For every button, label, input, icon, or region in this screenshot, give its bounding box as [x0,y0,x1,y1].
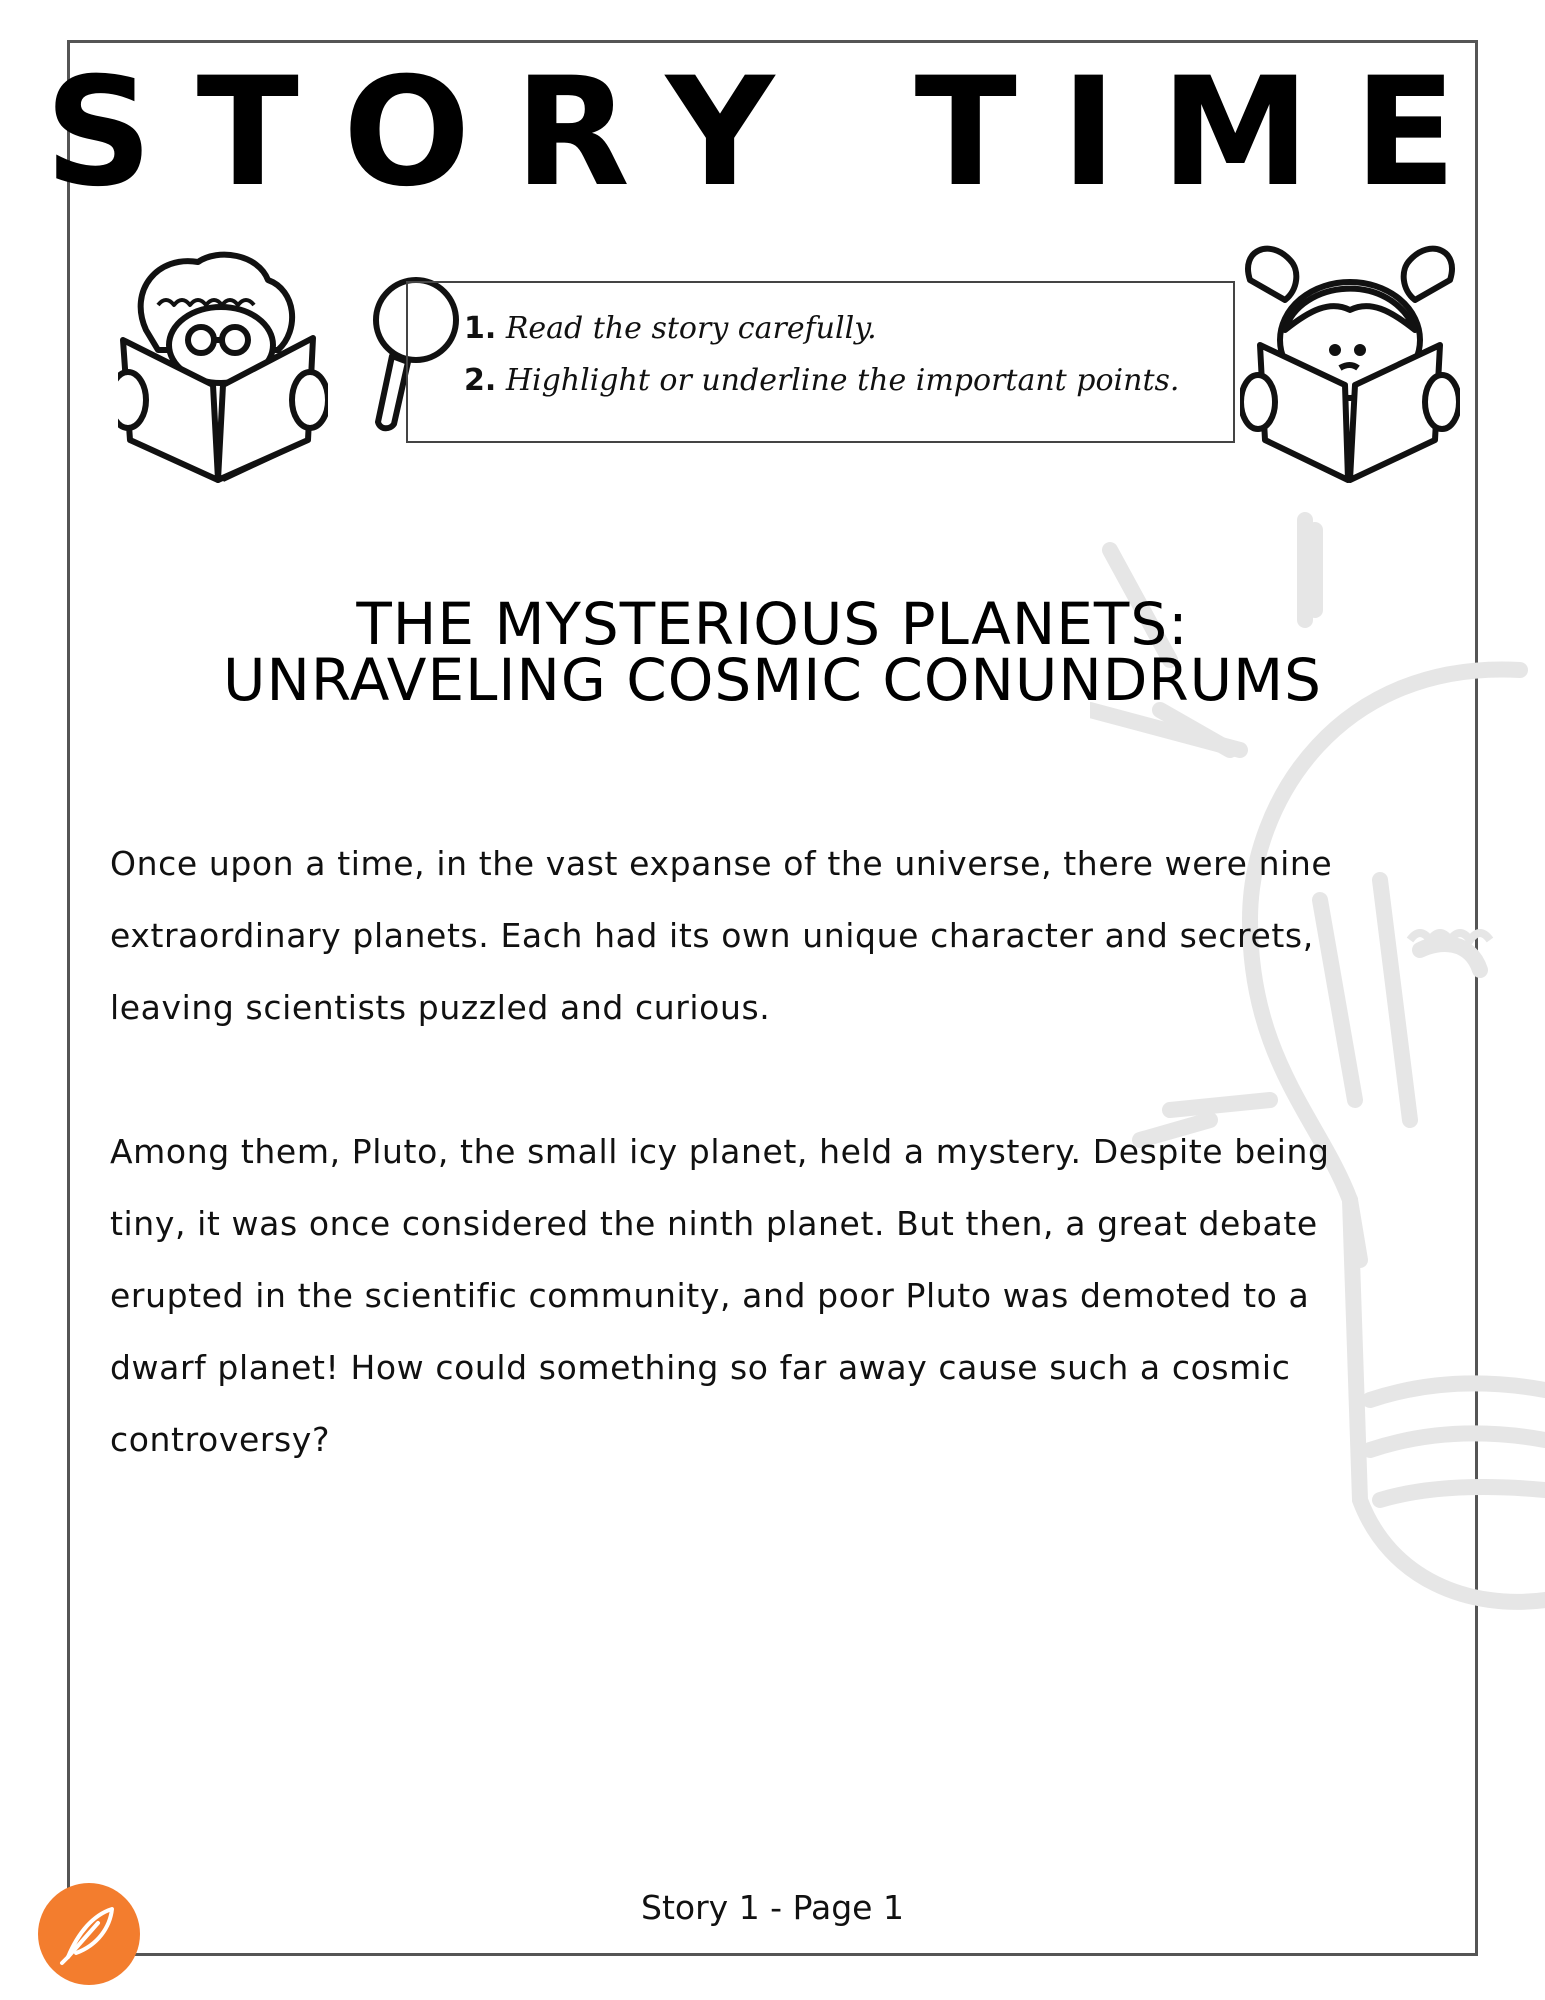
boy-reading-book-icon [118,250,328,485]
instruction-item [464,311,877,346]
instruction-text: Read the story carefully. [505,311,877,346]
instruction-number: 2. [464,363,497,398]
instructions-box [406,281,1235,443]
page-footer: Story 1 - Page 1 [641,1888,904,1927]
story-title [0,590,1545,714]
story-title-line: UNRAVELING COSMIC CONUNDRUMS [223,646,1322,714]
instruction-item [464,363,1179,398]
story-title-line: THE MYSTERIOUS PLANETS: [356,590,1189,658]
girl-reading-book-icon [1240,240,1460,485]
feather-logo-icon [38,1883,140,1985]
instruction-number: 1. [464,311,497,346]
page-title: STORY TIME [44,46,1501,220]
story-paragraph: Once upon a time, in the vast expanse of the universe, there were nine extraordinary planets. Each had its own unique character and secrets, leaving scientists puzzled and curious. [110,844,1333,1027]
story-paragraph: Among them, Pluto, the small icy planet, held a mystery. Despite being tiny, it was once considered the ninth planet. But then, a great debate erupted in the scientific community, and poor Pluto was demoted to a dwarf planet! How could something so far away cause such a cosmic controversy? [110,1132,1330,1459]
instruction-text: Highlight or underline the important points. [505,363,1180,398]
